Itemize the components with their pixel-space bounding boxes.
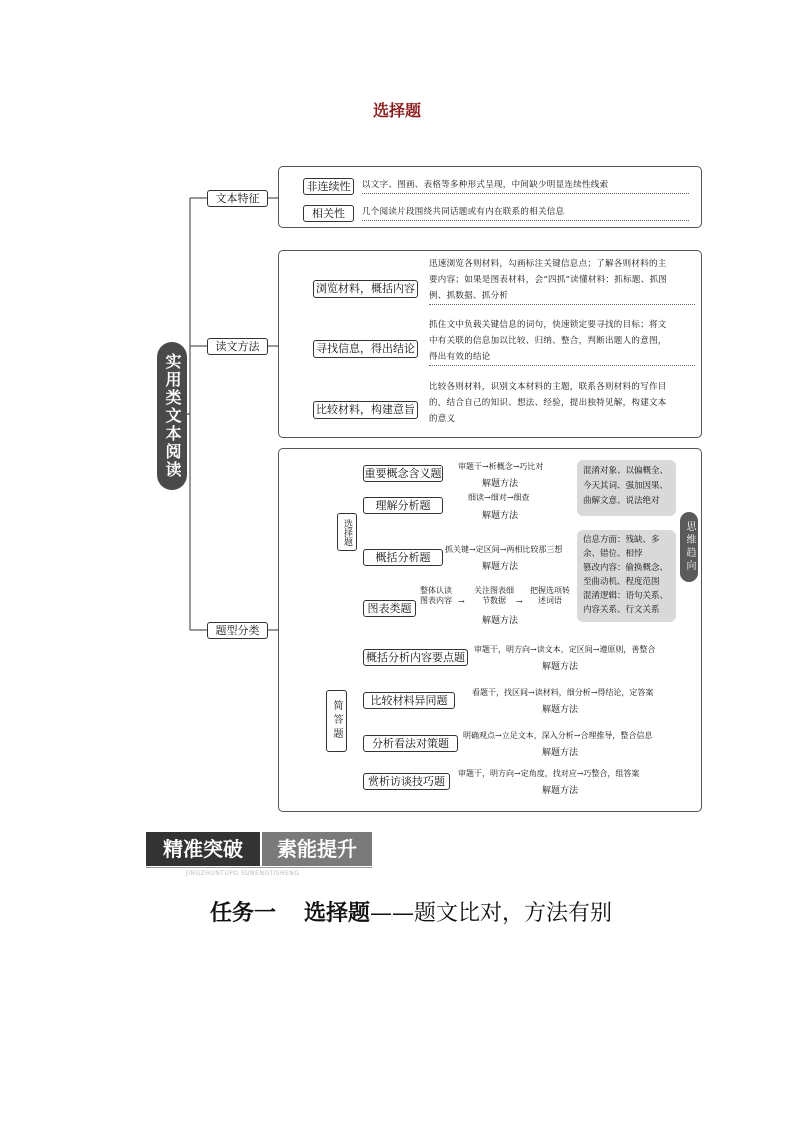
chart-step-3: 把握选项转述词语: [530, 586, 570, 605]
grey-line: 信息方面：残缺、多: [583, 535, 660, 545]
short-answer-label: [326, 690, 347, 752]
page-title: 选择题: [372, 101, 421, 120]
section1-label: 文本特征: [207, 190, 268, 207]
short-answer-label-text: 简答题: [331, 700, 342, 742]
thinking-tendency-label: [680, 512, 698, 582]
step-arrow: →: [516, 597, 523, 606]
choice-item-2: 理解分析题: [363, 497, 443, 514]
method-label: 解题方法: [481, 511, 518, 521]
step-arrow: →: [458, 597, 465, 606]
method-label: 解题方法: [541, 748, 578, 758]
desc-line: 抓住文中负载关键信息的词句，快速锁定要寻找的目标；将文: [429, 320, 667, 330]
grey-line: 篡改内容：偷换概念、: [583, 563, 669, 573]
root-node: [157, 342, 187, 490]
grey-line: 余、错位、相悖: [583, 549, 643, 559]
section2-desc-1: [429, 256, 695, 305]
desc-line: 的意义: [429, 414, 456, 424]
section3-label: 题型分类: [207, 622, 268, 639]
method-label: 解题方法: [481, 562, 518, 572]
short-method-4: 审题干，明方向→定角度，找对应→巧整合，组答案: [458, 769, 640, 778]
choice-item-3: 概括分析题: [363, 549, 443, 566]
method-label: 解题方法: [541, 786, 578, 796]
method-label: 解题方法: [541, 705, 578, 715]
short-method-2: 看题干，找区间→读材料，细分析→得结论，定答案: [472, 688, 654, 697]
grey-line: 曲解文意、说法绝对: [583, 496, 660, 506]
method-label: 解题方法: [481, 616, 518, 626]
section1-desc-1: 以文字、图画、表格等多种形式呈现，中间缺少明显连续性线索: [362, 177, 689, 194]
grey-line: 至曲动机、程度范围: [583, 577, 660, 587]
short-item-4: 赏析访谈技巧题: [363, 773, 450, 790]
section2-item-1: 浏览材料，概括内容: [313, 280, 418, 298]
choice-label: [337, 513, 357, 551]
method-label: 解题方法: [481, 479, 518, 489]
choice-item-1: 重要概念含义题: [364, 467, 442, 480]
task-subtitle: ——题文比对，方法有别: [370, 901, 613, 926]
section2-desc-2: [429, 317, 695, 366]
choice-method-1: 审题干→析概念→巧比对: [458, 462, 544, 471]
short-method-1: 审题干，明方向→读文本，定区间→遵原则，善整合: [474, 645, 656, 654]
choice-method-3: 抓关键→定区间→两相比较那三想: [445, 545, 563, 554]
grey-line: 混淆逻辑：语句关系、: [583, 591, 669, 601]
grey-box-2: [577, 530, 676, 622]
banner-left: 精准突破: [146, 832, 260, 866]
short-item-1: 概括分析内容要点题: [363, 649, 468, 666]
desc-line: 的，结合自己的知识、想法、经验，提出独特见解，构建文本: [429, 398, 667, 408]
desc-line: 中有关联的信息加以比较、归纳、整合，判断出题人的意图，: [429, 336, 667, 346]
chart-step-2: 关注图表细节数据: [474, 586, 514, 605]
task-number: 任务一: [210, 901, 277, 926]
desc-line: 迅速浏览各则材料，勾画标注关键信息点；了解各则材料的主: [429, 259, 667, 269]
grey-line: 内容关系、行文关系: [583, 605, 660, 615]
task-heading: [210, 896, 612, 927]
method-label: 解题方法: [541, 662, 578, 672]
thinking-tendency-text: 思维趋向: [684, 521, 695, 573]
choice-method-2: 细读→细对→细查: [468, 493, 530, 502]
short-method-3: 明确观点→立足文本，深入分析→合理推导，整合信息: [463, 731, 653, 740]
banner-right: 素能提升: [262, 832, 372, 866]
section2-label: 读文方法: [207, 338, 268, 355]
choice-item-4: 图表类题: [363, 600, 416, 617]
grey-box-1: [577, 460, 676, 516]
short-item-2: 比较材料异同题: [363, 692, 455, 709]
grey-line: 混淆对象、以偏概全、: [583, 466, 669, 476]
choice-label-text: 选择题: [342, 518, 352, 546]
section2-desc-3: [429, 379, 695, 427]
section2-item-2: 寻找信息，得出结论: [313, 340, 418, 358]
section1-item-2: 相关性: [303, 205, 354, 222]
chart-step-1: 整体认读图表内容: [420, 586, 452, 605]
grey-line: 今天其词、强加因果、: [583, 481, 669, 491]
section1-item-1: 非连续性: [303, 178, 354, 195]
desc-line: 例、抓数据、抓分析: [429, 288, 695, 305]
section1-desc-2: 几个阅读片段围绕共同话题或有内在联系的相关信息: [362, 204, 689, 221]
desc-line: 得出有效的结论: [429, 349, 695, 366]
section2-item-3: 比较材料，构建意旨: [313, 401, 418, 419]
short-item-3: 分析看法对策题: [363, 735, 458, 752]
root-label: 实用类文本阅读: [163, 353, 182, 479]
banner-underline: [146, 867, 372, 868]
desc-line: 要内容；如果是图表材料，会“四抓”读懂材料：抓标题、抓图: [429, 275, 668, 285]
banner-pinyin: JINGZHUNTUPO SUNENGTISHENG: [186, 870, 300, 877]
desc-line: 比较各则材料，识别文本材料的主题，联系各则材料的写作目: [429, 382, 667, 392]
task-title: 选择题: [304, 901, 371, 926]
